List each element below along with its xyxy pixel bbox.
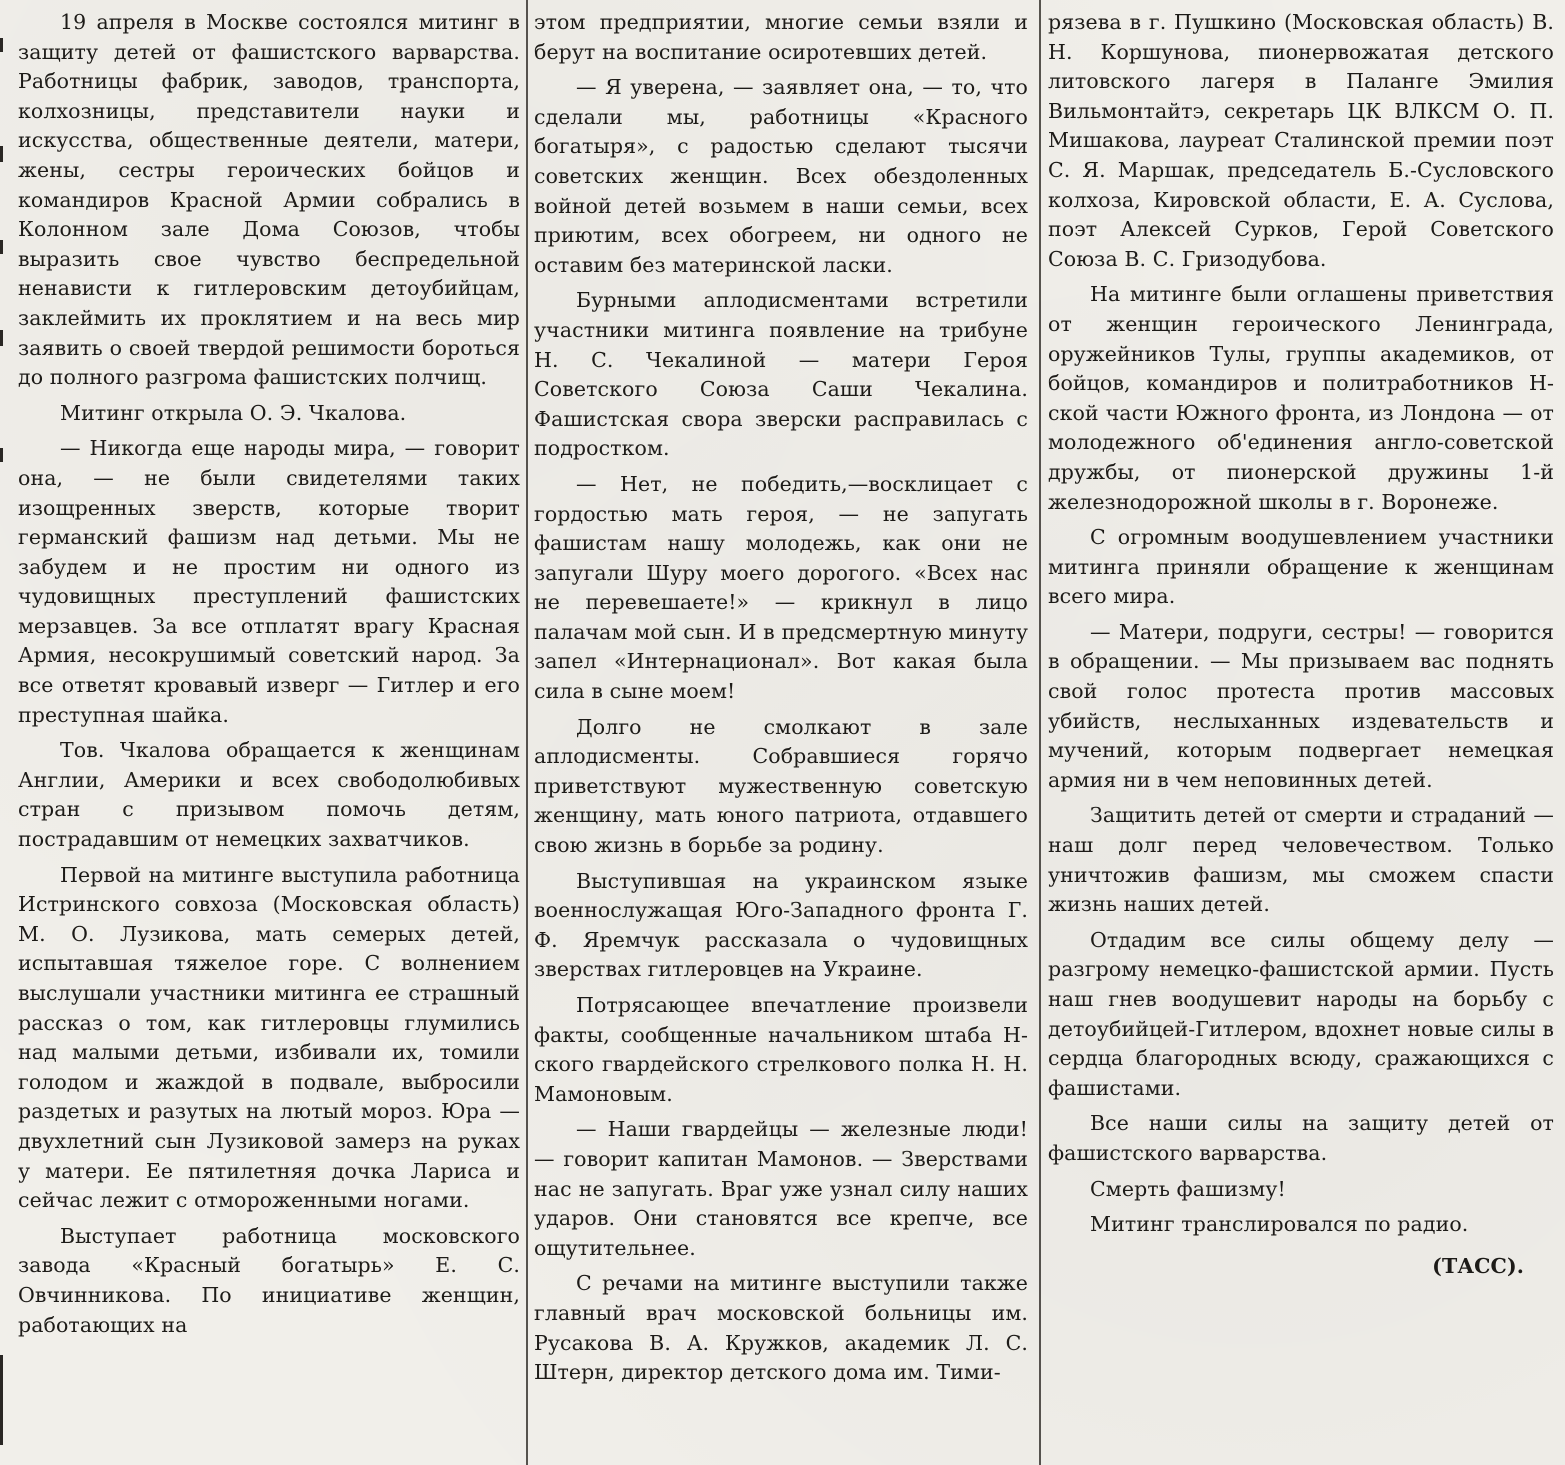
paragraph: — Наши гвардейцы — железные люди! — говорит капитан Мамонов. — Зверствами нас не запугать. Враг уже узнал силу наших ударов. Они становятся все крепче, все ощутительнее. <box>534 1117 1028 1260</box>
margin-mark <box>0 240 3 254</box>
paragraph: — Нет, не победить,—восклицает с гордостью мать героя, — не запугать фашистам нашу молодежь, как они не запугали Шуру моего дорогого. «Всех нас не перевешаете!» — крикнул в лицо палачам мой сын. И в предсмертную минуту запел «Интернационал». Вот какая была сила в сыне моем! <box>534 471 1028 704</box>
margin-mark <box>0 146 3 162</box>
paragraph: Смерть фашизму! <box>1090 1176 1286 1201</box>
paragraph: С огромным воодушевлением участники митинга приняли обращение к женщинам всего мира. <box>1048 525 1554 609</box>
paragraph: — Никогда еще народы мира, — говорит она, — не были свидетелями таких изощренных зверств, которые творит германский фашизм над детьми. Мы не забудем и не простим ни одного из чудовищных преступлений фашистских мерзавцев. За все отплатят врагу Красная Армия, несокрушимый советский народ. За все ответят кровавый изверг — Гитлер и его преступная шайка. <box>18 436 520 727</box>
paragraph: Все наши силы на защиту детей от фашистского варварства. <box>1048 1111 1554 1165</box>
margin-mark <box>0 448 3 462</box>
margin-mark <box>0 1355 3 1445</box>
article-column-2 <box>534 8 1028 1394</box>
paragraph: С речами на митинге выступили также главный врач московской больницы им. Русакова В. А. Кружков, академик Л. С. Штерн, директор детского дома им. Тими- <box>534 1271 1028 1385</box>
article-column-1 <box>18 8 520 1346</box>
paragraph: Тов. Чкалова обращается к женщинам Англии, Америки и всех свободолюбивых стран с призывом помочь детям, пострадавшим от немецких захватчиков. <box>18 738 520 852</box>
paragraph: Бурными аплодисментами встретили участники митинга появление на трибуне Н. С. Чекалиной — матери Героя Советского Союза Саши Чекалина. Фашистская свора зверски расправилась с подростком. <box>534 288 1028 461</box>
paragraph: Выступает работница московского завода «Красный богатырь» Е. С. Овчинникова. По инициативе женщин, работающих на <box>18 1223 520 1337</box>
column-rule <box>1039 0 1041 1465</box>
paragraph: Долго не смолкают в зале аплодисменты. Собравшиеся горячо приветствуют мужественную советскую женщину, мать юного патриота, отдавшего свою жизнь в борьбе за родину. <box>534 714 1028 858</box>
column-rule <box>526 0 528 1465</box>
paragraph-continued: этом предприятии, многие семьи взяли и берут на воспитание осиротевших детей. <box>534 10 1028 64</box>
paragraph-continued: рязева в г. Пушкино (Московская область) В. Н. Коршунова, пионервожатая детского литовского лагеря в Паланге Эмилия Вильмонтайтэ, секретарь ЦК ВЛКСМ О. П. Мишакова, лауреат Сталинской премии поэт С. Я. Маршак, председатель Б.-Сусловского колхоза, Кировской области, Е. А. Суслова, поэт Алексей Сурков, Герой Советского Союза В. С. Гризодубова. <box>1048 10 1554 271</box>
news-agency-credit: (ТАСС). <box>1432 1253 1524 1278</box>
margin-mark <box>0 330 3 346</box>
paragraph: Потрясающее впечатление произвели факты, сообщенные начальником штаба Н-ского гвардейского стрелкового полка Н. Н. Мамоновым. <box>534 993 1028 1106</box>
paragraph: 19 апреля в Москве состоялся митинг в защиту детей от фашистского варварства. Работницы фабрик, заводов, транспорта, колхозницы, представители науки и искусства, общественные деятели, матери, жены, сестры героических бойцов и командиров Красной Армии собрались в Колонном зале Дома Союзов, чтобы выразить свое чувство беспредельной ненависти к гитлеровским детоубийцам, заклеймить их проклятием и на весь мир заявить о своей твердой решимости бороться до полного разгрома фашистских полчищ. <box>18 10 520 390</box>
paragraph: Отдадим все силы общему делу — разгрому немецко-фашистской армии. Пусть наш гнев воодушевит народы на борьбу с детоубийцей-Гитлером, вдохнет новые силы в сердца благородных всюду, сражающихся с фашистами. <box>1048 927 1554 1100</box>
paragraph: Митинг открыла О. Э. Чкалова. <box>60 400 407 425</box>
paragraph: На митинге были оглашены приветствия от женщин героического Ленинграда, оружейников Тулы, группы академиков, от бойцов, командиров и политработников Н-ской части Южного фронта, из Лондона — от молодежного об'единения англо-советской дружбы, от пионерской дружины 1-й железнодорожной школы в г. Воронеже. <box>1048 282 1554 514</box>
article-column-3 <box>1048 8 1554 1287</box>
paragraph: — Я уверена, — заявляет она, — то, что сделали мы, работницы «Красного богатыря», с радостью сделают тысячи советских женщин. Всех обездоленных войной детей возьмем в наши семьи, всех приютим, всех обогреем, ни одного не оставим без материнской ласки. <box>534 75 1028 277</box>
margin-mark <box>0 38 3 52</box>
paragraph: Защитить детей от смерти и страданий — наш долг перед человечеством. Только уничтожив фашизм, мы сможем спасти жизнь наших детей. <box>1048 803 1554 917</box>
paragraph: Митинг транслировался по радио. <box>1090 1212 1469 1237</box>
paragraph: — Матери, подруги, сестры! — говорится в обращении. — Мы призываем вас поднять свой голос протеста против массовых убийств, неслыханных издевательств и мучений, которым подвергает немецкая армия ни в чем неповинных детей. <box>1048 619 1554 792</box>
paragraph: Выступившая на украинском языке военнослужащая Юго-Западного фронта Г. Ф. Яремчук рассказала о чудовищных зверствах гитлеровцев на Украине. <box>534 868 1028 982</box>
paragraph: Первой на митинге выступила работница Истринского совхоза (Московская область) М. О. Лузикова, мать семерых детей, испытавшая тяжелое горе. С волнением выслушали участники митинга ее страшный рассказ о том, как гитлеровцы глумились над малыми детьми, избивали их, томили голодом и жаждой в подвале, выбросили раздетых и разутых на лютый мороз. Юра — двухлетний сын Лузиковой замерз на руках у матери. Ее пятилетняя дочка Лариса и сейчас лежит с отмороженными ногами. <box>18 862 520 1213</box>
